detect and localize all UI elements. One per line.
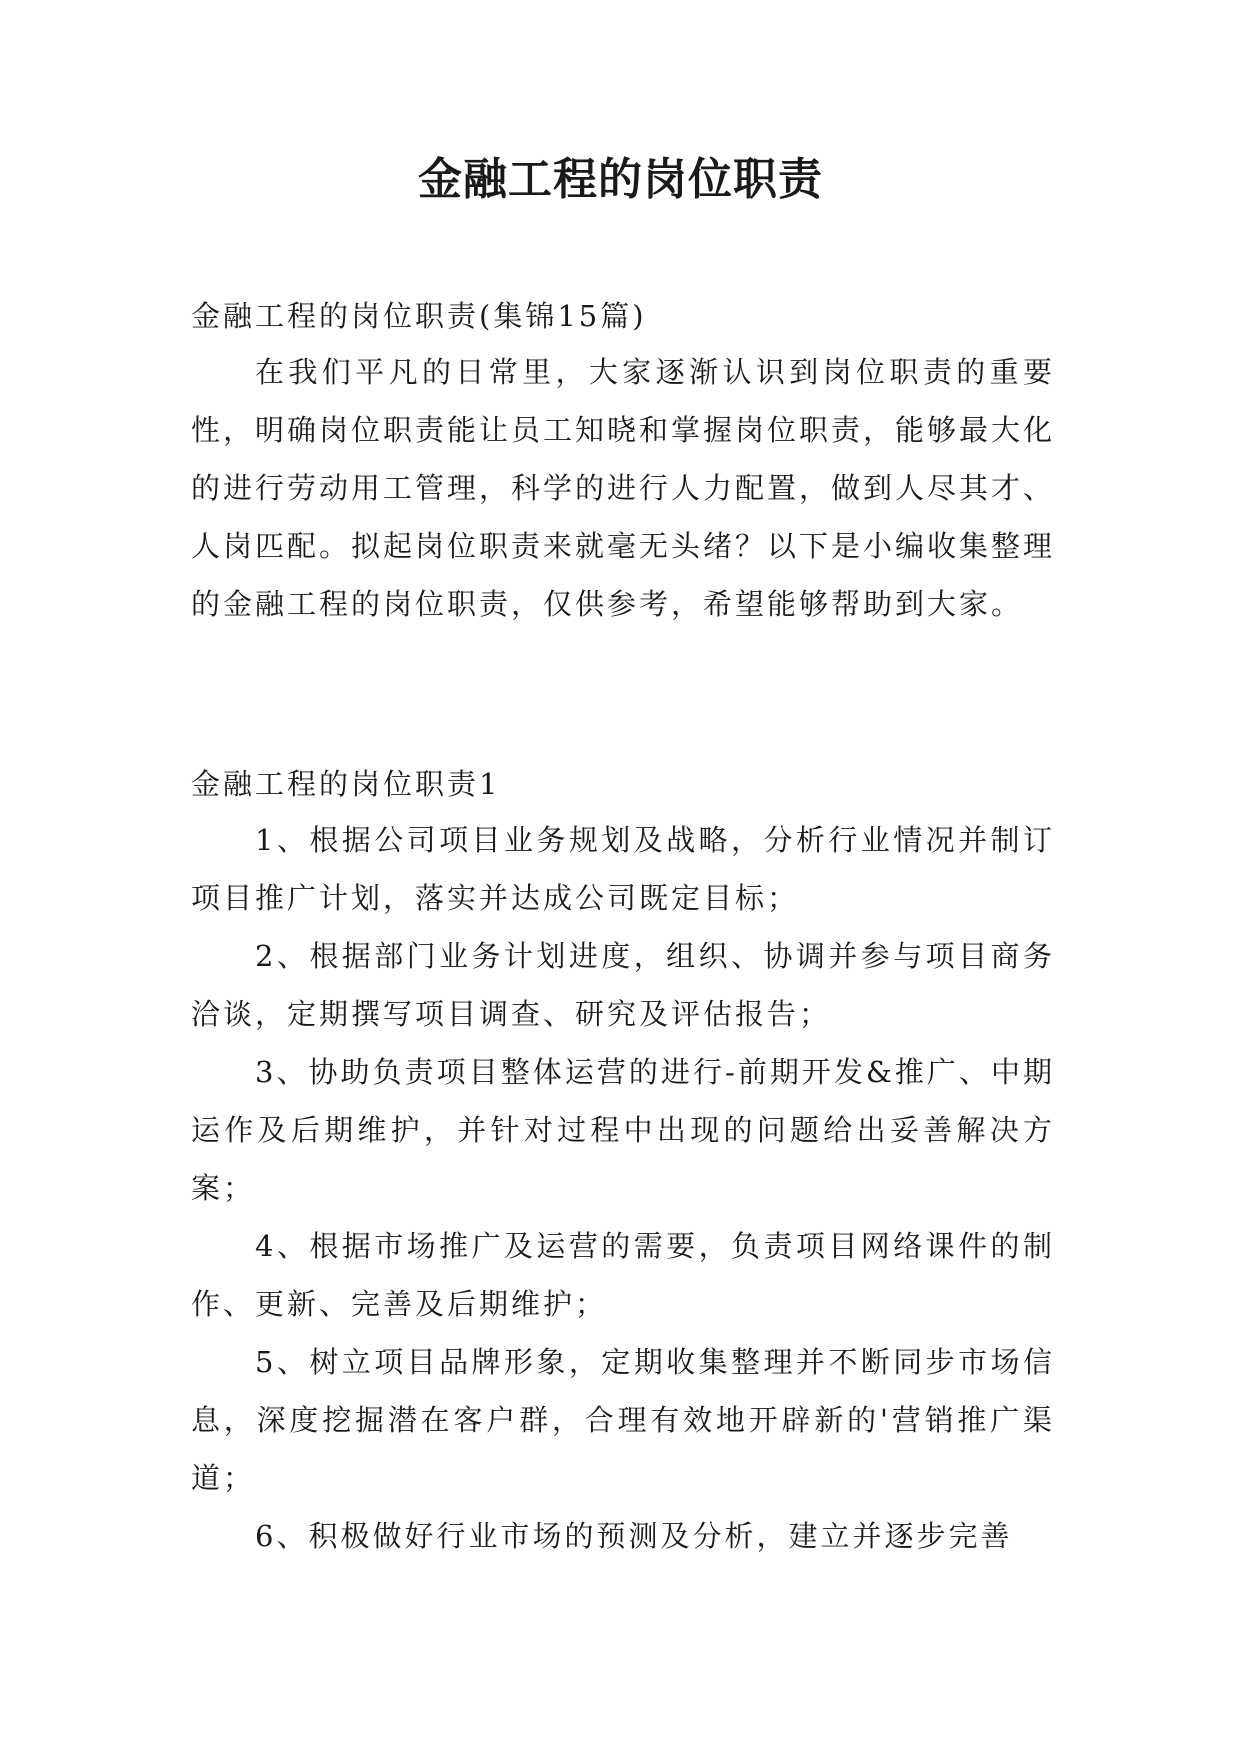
section-heading: 金融工程的岗位职责1 bbox=[191, 767, 501, 801]
duty-item-3: 3、协助负责项目整体运营的进行-前期开发&推广、中期运作及后期维护，并针对过程中出现的问题给出妥善解决方案； bbox=[191, 1055, 1055, 1205]
duty-item-6: 6、积极做好行业市场的预测及分析，建立并逐步完善 bbox=[255, 1519, 1013, 1553]
duty-item-2: 2、根据部门业务计划进度，组织、协调并参与项目商务洽谈，定期撰写项目调查、研究及评估报告； bbox=[191, 939, 1055, 1031]
document-title: 金融工程的岗位职责 bbox=[418, 154, 823, 205]
duty-item-5: 5、树立项目品牌形象，定期收集整理并不断同步市场信息，深度挖掘潜在客户群，合理有效地开辟新的'营销推广渠道； bbox=[191, 1345, 1055, 1495]
duty-item-1: 1、根据公司项目业务规划及战略，分析行业情况并制订项目推广计划，落实并达成公司既定目标； bbox=[191, 823, 1055, 915]
document-subtitle: 金融工程的岗位职责(集锦15篇) bbox=[191, 299, 647, 333]
duties-list bbox=[191, 811, 1055, 1565]
duty-item-4: 4、根据市场推广及运营的需要，负责项目网络课件的制作、更新、完善及后期维护； bbox=[191, 1229, 1055, 1321]
intro-paragraph: 在我们平凡的日常里，大家逐渐认识到岗位职责的重要性，明确岗位职责能让员工知晓和掌握岗位职责，能够最大化的进行劳动用工管理，科学的进行人力配置，做到人尽其才、人岗匹配。拟起岗位职责来就毫无头绪？以下是小编收集整理的金融工程的岗位职责，仅供参考，希望能够帮助到大家。 bbox=[191, 355, 1056, 621]
